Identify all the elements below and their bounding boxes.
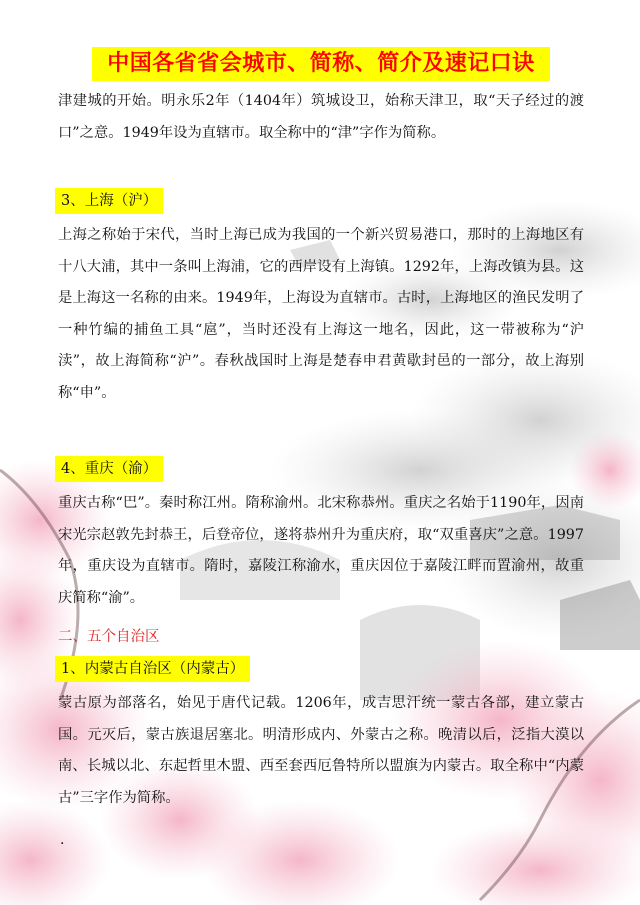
inner-mongolia-heading: 1、内蒙古自治区（内蒙古） bbox=[55, 656, 250, 682]
shanghai-heading: 3、上海（沪） bbox=[55, 188, 163, 214]
inner-mongolia-paragraph: 蒙古原为部落名，始见于唐代记载。1206年，成吉思汗统一蒙古各部，建立蒙古国。元灭后，蒙古族退居塞北。明清形成内、外蒙古之称。晚清以后，泛指大漠以南、长城以北、东起哲里木盟、西至套西厄鲁特所以盟旗为内蒙古。取全称中“内蒙古”三字作为简称。 bbox=[58, 695, 584, 806]
chongqing-heading: 4、重庆（渝） bbox=[55, 456, 163, 482]
autonomous-regions-section-heading: 二、五个自治区 bbox=[58, 629, 160, 645]
end-mark: . bbox=[60, 832, 65, 848]
page-title: 中国各省省会城市、简称、简介及速记口诀 bbox=[107, 51, 535, 76]
chongqing-paragraph: 重庆古称“巴”。秦时称江州。隋称渝州。北宋称恭州。重庆之名始于1190年，因南宋光宗赵敦先封恭王，后登帝位，遂将恭州升为重庆府，取“双重喜庆”之意。1997年，重庆设为直辖市。隋时，嘉陵江称渝水，重庆因位于嘉陵江畔而置渝州，故重庆简称“渝”。 bbox=[58, 495, 584, 606]
shanghai-paragraph: 上海之称始于宋代，当时上海已成为我国的一个新兴贸易港口，那时的上海地区有十八大浦，其中一条叫上海浦，它的西岸设有上海镇。1292年，上海改镇为县。这是上海这一名称的由来。1949年，上海设为直辖市。古时，上海地区的渔民发明了一种竹编的捕鱼工具“扈”，当时还没有上海这一地名，因此，这一带被称为“沪渎”，故上海简称“沪”。春秋战国时上海是楚春申君黄歇封邑的一部分，故上海别称“申”。 bbox=[58, 227, 584, 401]
tianjin-intro-paragraph: 津建城的开始。明永乐2年（1404年）筑城设卫，始称天津卫，取“天子经过的渡口”之意。1949年设为直辖市。取全称中的“津”字作为简称。 bbox=[58, 93, 584, 141]
